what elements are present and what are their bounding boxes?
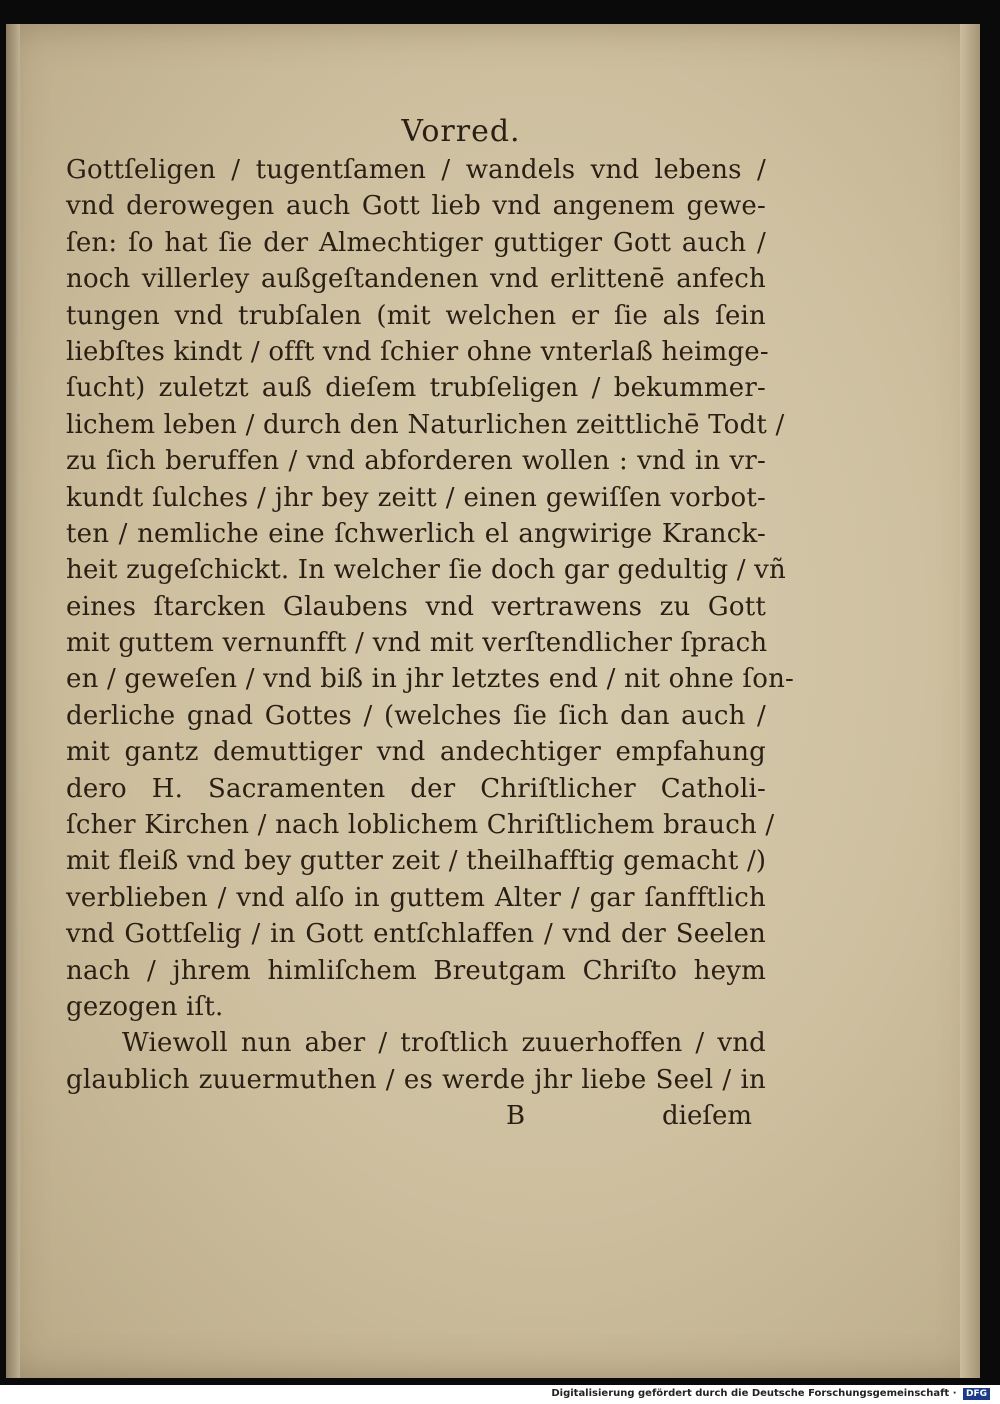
text-line: verblieben / vnd alſo in guttem Alter / gar ſanfftlich: [66, 882, 766, 913]
text-line: eines ſtarcken Glaubens vnd vertrawens zu Gott: [66, 591, 766, 622]
text-line: ten / nemliche eine ſchwerlich el angwirige Kranck-: [66, 518, 766, 549]
text-line: derliche gnad Gottes / (welches ſie ſich dan auch /: [66, 700, 766, 731]
text-line: tungen vnd trubſalen (mit welchen er ſie als ſein: [66, 300, 766, 331]
signature-mark: B: [506, 1101, 526, 1132]
page-right-edge: [960, 24, 980, 1378]
text-line: liebſtes kindt / offt vnd ſchier ohne vnterlaß heimge-: [66, 336, 769, 367]
text-line: ſcher Kirchen / nach loblichem Chriſtlichem brauch /: [66, 810, 775, 841]
text-line: kundt ſulches / jhr bey zeitt / einen gewiſſen vorbot-: [66, 482, 766, 513]
credit-text: Digitalisierung gefördert durch die Deutsche Forschungsgemeinschaft ·: [551, 1388, 957, 1399]
text-line: lichem leben / durch den Naturlichen zeittlichē Todt /: [66, 409, 785, 440]
page-left-edge: [6, 24, 20, 1378]
text-line: glaublich zuuermuthen / es werde jhr liebe Seel / in: [66, 1064, 766, 1095]
catchword: dieſem: [661, 1101, 752, 1132]
text-line: vnd Gottſelig / in Gott entſchlaffen / vnd der Seelen: [66, 919, 766, 950]
text-line: ſucht) zuletzt auß dieſem trubſeligen / bekummer-: [66, 373, 766, 404]
text-line: nach / jhrem himliſchem Breutgam Chriſto heym: [66, 955, 766, 986]
text-line: mit gantz demuttiger vnd andechtiger empfahung: [66, 737, 766, 768]
digitization-credit: [551, 1388, 990, 1400]
text-line: Gottſeligen / tugentſamen / wandels vnd lebens /: [66, 155, 766, 185]
text-line: noch villerley außgeſtandenen vnd erlittenē anfech: [66, 264, 766, 295]
dfg-logo: DFG: [963, 1388, 990, 1400]
paragraph-start-line: Wiewoll nun aber / troſtlich zuuerhoffen / vnd: [122, 1028, 766, 1059]
text-line: ſen: ſo hat ſie der Almechtiger guttiger Gott auch /: [66, 227, 766, 258]
text-line: heit zugeſchickt. In welcher ſie doch gar gedultig / vñ: [66, 555, 786, 586]
text-line: mit fleiß vnd bey gutter zeit / theilhafftig gemacht /): [66, 846, 767, 877]
text-line: vnd derowegen auch Gott lieb vnd angenem gewe-: [66, 191, 766, 222]
page-foot-line: [66, 1098, 766, 1134]
text-line: dero H. Sacramenten der Chriſtlicher Catholi-: [66, 773, 766, 804]
running-header: Vorred.: [401, 114, 521, 149]
text-line: mit guttem vernunfft / vnd mit verſtendlicher ſprach: [66, 628, 768, 659]
text-line: zu ſich beruffen / vnd abforderen wollen : vnd in vr-: [66, 446, 766, 477]
page-text: [66, 112, 795, 1135]
paragraph-end-line: gezogen iſt.: [66, 991, 224, 1022]
text-line: en / geweſen / vnd biß in jhr letztes end / nit ohne ſon-: [66, 664, 795, 695]
